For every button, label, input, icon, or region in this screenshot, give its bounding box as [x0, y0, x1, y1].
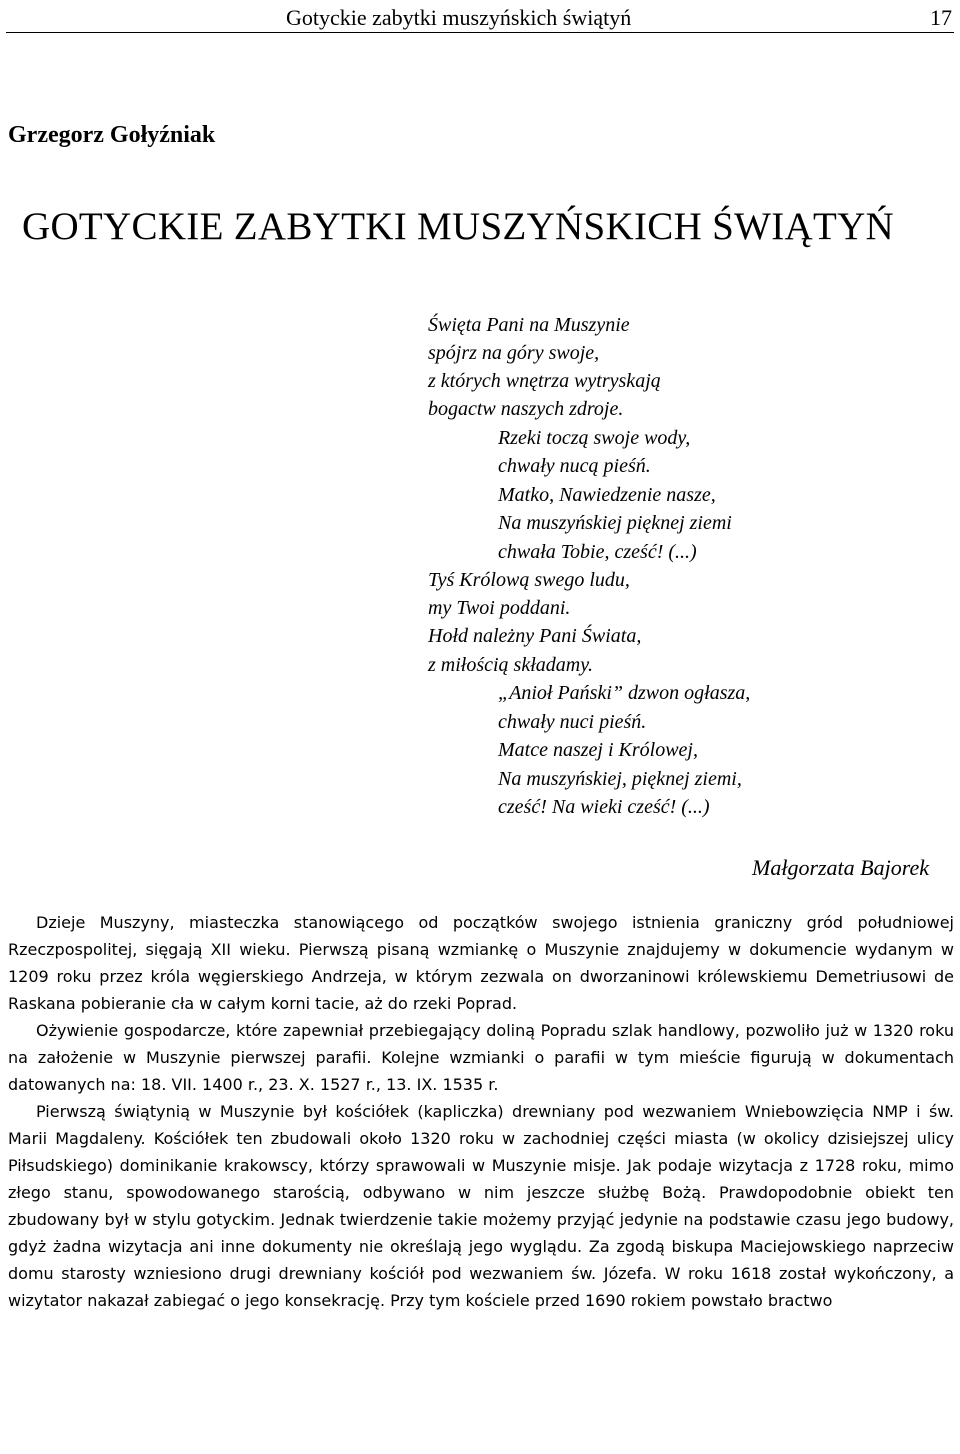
page-number: 17	[930, 5, 952, 30]
poem-line: cześć! Na wieki cześć! (...)	[498, 796, 710, 818]
article-body	[8, 909, 954, 1314]
body-paragraph: Dzieje Muszyny, miasteczka stanowiącego od początków swojego istnienia graniczny gród południowej Rzeczpospolitej, sięgają XII wieku. Pierwszą pisaną wzmiankę o Muszynie znajdujemy w dokumencie wydanym w 1209 roku przez króla węgierskiego Andrzeja, w którym zezwala on dworzaninowi królewskiemu Demetriusowi de Raskana pobieranie cła w całym korni tacie, aż do rzeki Poprad.	[8, 913, 954, 1013]
poem-line: spójrz na góry swoje,	[428, 342, 600, 364]
poem-line: Na muszyńskiej pięknej ziemi	[498, 512, 732, 534]
poem-line: chwała Tobie, cześć! (...)	[498, 541, 697, 563]
poem-line: my Twoi poddani.	[428, 597, 571, 619]
poem-line: Hołd należny Pani Świata,	[428, 625, 642, 647]
poem-author: Małgorzata Bajorek	[752, 855, 929, 880]
body-paragraph: Ożywienie gospodarcze, które zapewniał przebiegający doliną Popradu szlak handlowy, pozwoliło już w 1320 roku na założenie w Muszynie pierwszej parafii. Kolejne wzmianki o parafii w tym mieście figurują w dokumentach datowanych na: 18. VII. 1400 r., 23. X. 1527 r., 13. IX. 1535 r.	[8, 1021, 954, 1094]
poem-line: Matko, Nawiedzenie nasze,	[498, 484, 716, 506]
poem-line: z których wnętrza wytryskają	[428, 370, 661, 392]
running-header	[6, 4, 954, 33]
article-author: Grzegorz Gołyźniak	[8, 122, 216, 148]
poem-line: chwały nuci pieśń.	[498, 711, 647, 733]
running-title: Gotyckie zabytki muszyńskich świątyń	[286, 5, 632, 30]
poem-line: Rzeki toczą swoje wody,	[498, 427, 691, 449]
article-title: GOTYCKIE ZABYTKI MUSZYŃSKICH ŚWIĄTYŃ	[22, 205, 894, 248]
poem-line: Święta Pani na Muszynie	[428, 314, 630, 336]
poem-line: chwały nucą pieśń.	[498, 455, 651, 477]
poem-line: z miłością składamy.	[428, 654, 593, 676]
poem-line: Tyś Królową swego ludu,	[428, 569, 630, 591]
poem-line: Matce naszej i Królowej,	[498, 739, 698, 761]
poem-line: Na muszyńskiej, pięknej ziemi,	[498, 768, 742, 790]
poem-line: „Anioł Pański” dzwon ogłasza,	[498, 682, 751, 704]
poem-line: bogactw naszych zdroje.	[428, 398, 624, 420]
body-paragraph: Pierwszą świątynią w Muszynie był kościółek (kapliczka) drewniany pod wezwaniem Wniebowzięcia NMP i św. Marii Magdaleny. Kościółek ten zbudowali około 1320 roku w zachodniej części miasta (w okolicy dzisiejszej ulicy Piłsudskiego) dominikanie krakowscy, którzy sprawowali w Muszynie misje. Jak podaje wizytacja z 1728 roku, mimo złego stanu, spowodowanego starością, odbywano w nim jeszcze służbę Bożą. Prawdopodobnie obiekt ten zbudowany był w stylu gotyckim. Jednak twierdzenie takie możemy przyjąć jedynie na podstawie czasu jego budowy, gdyż żadna wizytacja ani inne dokumenty nie określają jego wyglądu. Za zgodą biskupa Maciejowskiego naprzeciw domu starosty wzniesiono drugi drewniany kościół pod wezwaniem św. Józefa. W roku 1618 został wykończony, a wizytator nakazał zabiegać o jego konsekrację. Przy tym kościele przed 1690 rokiem powstało bractwo	[8, 1102, 954, 1310]
